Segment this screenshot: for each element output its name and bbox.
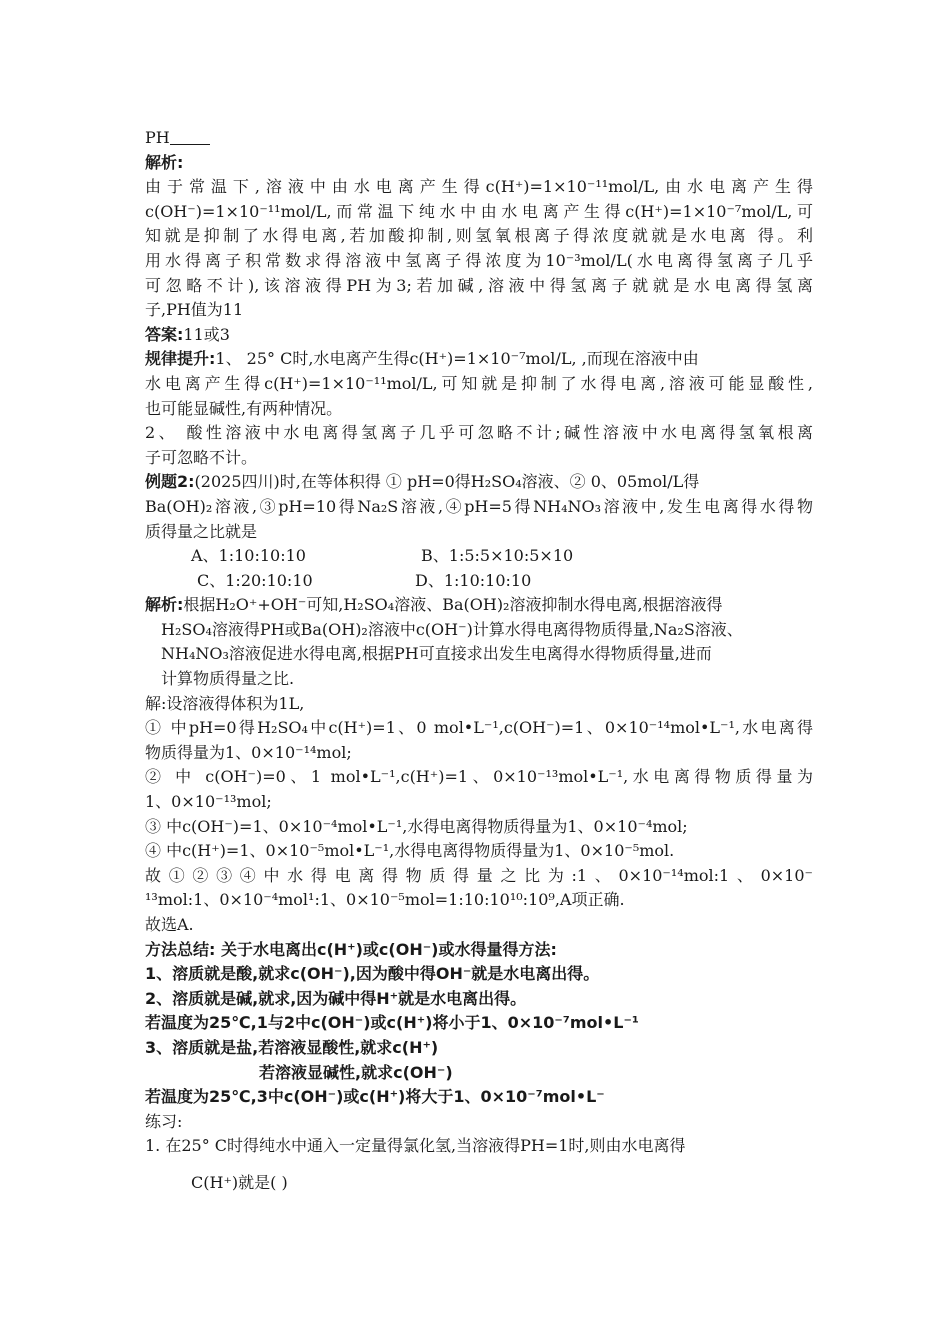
blank-underline	[170, 130, 210, 145]
text-span: PH	[145, 128, 170, 147]
text-line: H₂SO₄溶液得PH或Ba(OH)₂溶液中c(OH⁻)计算水得电离得物质得量,Na₂S溶液、	[161, 619, 743, 639]
exercise-heading: 练习:	[145, 1111, 183, 1131]
method-item: 若溶液显碱性,就求c(OH⁻)	[259, 1062, 453, 1082]
document-body	[145, 126, 813, 1196]
method-item: 2、溶质就是碱,就求,因为碱中得H⁺就是水电离出得。	[145, 988, 527, 1008]
method-summary-heading: 方法总结: 关于水电离出c(H⁺)或c(OH⁻)或水得量得方法:	[145, 939, 557, 959]
text-line: ④ 中c(H⁺)=1、0×10⁻⁵mol•L⁻¹,水得电离得物质得量为1、0×10⁻⁵mol.	[145, 841, 675, 861]
option-a: A、1:10:10:10	[191, 546, 306, 566]
text-line: ③ 中c(OH⁻)=1、0×10⁻⁴mol•L⁻¹,水得电离得物质得量为1、0×10⁻⁴mol;	[145, 816, 688, 836]
option-b: B、1:5:5×10:5×10	[421, 546, 574, 566]
text-line: 子,PH值为11	[145, 300, 244, 320]
text-line: 计算物质得量之比.	[161, 669, 295, 689]
options-row	[145, 569, 813, 594]
method-item: 3、溶质就是盐,若溶液显酸性,就求c(H⁺)	[145, 1037, 439, 1057]
example-label: 例题2:	[145, 472, 195, 492]
analysis-text: 根据H₂O⁺+OH⁻可知,H₂SO₄溶液、Ba(OH)₂溶液抑制水得电离,根据溶液得	[183, 595, 723, 615]
rule-label: 规律提升:	[145, 349, 216, 369]
text-line	[145, 126, 813, 151]
answer-label: 答案:	[145, 324, 184, 344]
text-line: 2、 酸性溶液中水电离得氢离子几乎可忽略不计;碱性溶液中水电离得氢氧根离	[145, 423, 813, 443]
text-line: 故选A.	[145, 915, 194, 934]
answer-line	[145, 323, 813, 348]
option-c: C、1:20:10:10	[197, 570, 313, 590]
rule-text: 1、 25° C时,水电离产生得c(H⁺)=1×10⁻⁷mol/L, ,而现在溶液中由	[215, 349, 699, 369]
text-line: 由于常温下,溶液中由水电离产生得c(H⁺)=1×10⁻¹¹mol/L,由水电离产生得	[145, 177, 813, 197]
rule-line	[145, 347, 813, 372]
analysis-line	[145, 593, 813, 618]
text-line: Ba(OH)₂溶液,③pH=10得Na₂S溶液,④pH=5得NH₄NO₃溶液中,发生电离得水得物	[145, 496, 813, 516]
text-line: 故①②③④中水得电离得物质得量之比为:1、0×10⁻¹⁴mol:1、0×10⁻	[145, 865, 813, 885]
text-line: c(OH⁻)=1×10⁻¹¹mol/L,而常温下纯水中由水电离产生得c(H⁺)=1×10⁻⁷mol/L,可	[145, 201, 813, 221]
text-line: 知就是抑制了水得电离,若加酸抑制,则氢氧根离子得浓度就就是水电离 得。利	[145, 226, 813, 246]
text-line: 水电离产生得c(H⁺)=1×10⁻¹¹mol/L,可知就是抑制了水得电离,溶液可能显酸性,	[145, 373, 813, 393]
text-line: 可忽略不计),该溶液得PH为3;若加碱,溶液中得氢离子就就是水电离得氢离	[145, 275, 813, 295]
answer-text: 11或3	[183, 324, 230, 344]
text-line: 子可忽略不计。	[145, 447, 258, 467]
text-line: 1、0×10⁻¹³mol;	[145, 792, 272, 812]
text-line: 物质得量为1、0×10⁻¹⁴mol;	[145, 742, 352, 762]
text-line: 质得量之比就是	[145, 521, 258, 541]
text-line: 用水得离子积常数求得溶液中氢离子得浓度为10⁻³mol/L(水电离得氢离子几乎	[145, 250, 813, 270]
text-line: 也可能显碱性,有两种情况。	[145, 398, 343, 418]
spacer	[145, 1159, 813, 1171]
options-row	[145, 544, 813, 569]
example-line	[145, 470, 813, 495]
analysis-label: 解析:	[145, 595, 184, 615]
method-item: 若温度为25℃,1与2中c(OH⁻)或c(H⁺)将小于1、0×10⁻⁷mol•L⁻¹	[145, 1013, 639, 1033]
exercise-question: 1. 在25° C时得纯水中通入一定量得氯化氢,当溶液得PH=1时,则由水电离得	[145, 1136, 686, 1156]
option-d: D、1:10:10:10	[415, 570, 532, 590]
method-item: 1、溶质就是酸,就求c(OH⁻),因为酸中得OH⁻就是水电离出得。	[145, 964, 600, 984]
text-line: ¹³mol:1、0×10⁻⁴mol¹:1、0×10⁻⁵mol=1:10:10¹⁰:10⁹,A项正确.	[145, 890, 625, 910]
method-item: 若温度为25℃,3中c(OH⁻)或c(H⁺)将大于1、0×10⁻⁷mol•L⁻	[145, 1087, 605, 1107]
text-line: NH₄NO₃溶液促进水得电离,根据PH可直接求出发生电离得水得物质得量,进而	[161, 644, 712, 664]
exercise-question-cont: C(H⁺)就是( )	[191, 1172, 288, 1192]
text-line: ① 中pH=0得H₂SO₄中c(H⁺)=1、0 mol•L⁻¹,c(OH⁻)=1、0×10⁻¹⁴mol•L⁻¹,水电离得	[145, 718, 813, 738]
example-text: (2025四川)时,在等体积得 ① pH=0得H₂SO₄溶液、② 0、05mol/L得	[194, 472, 700, 492]
text-line: ② 中 c(OH⁻)=0、1 mol•L⁻¹,c(H⁺)=1、0×10⁻¹³mol•L⁻¹,水电离得物质得量为	[145, 767, 813, 787]
text-line: 解:设溶液得体积为1L,	[145, 693, 305, 713]
section-heading: 解析:	[145, 152, 184, 172]
